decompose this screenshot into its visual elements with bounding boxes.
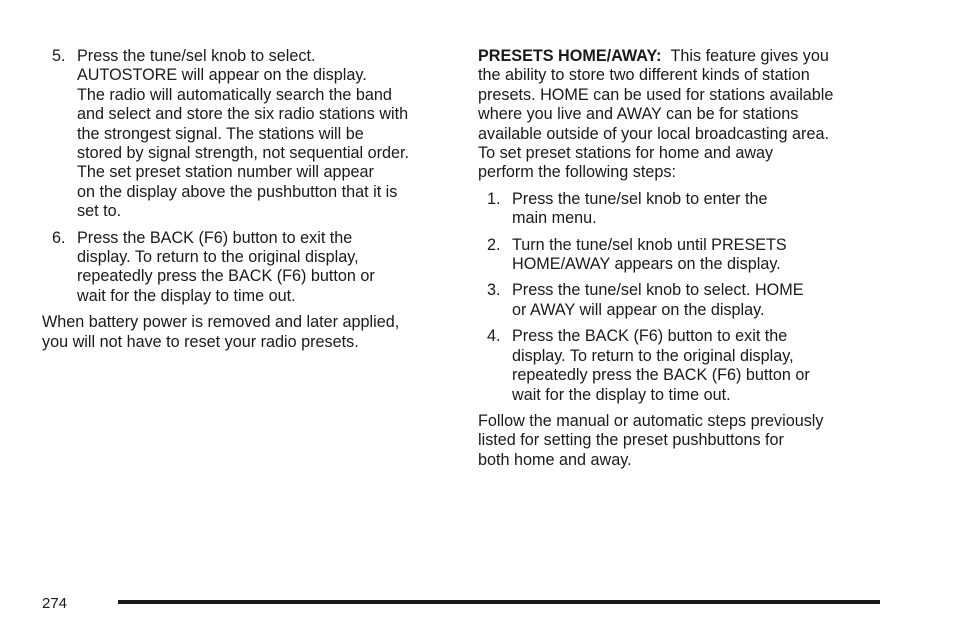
text-line: or AWAY will appear on the display.: [512, 300, 765, 319]
text-line: HOME/AWAY appears on the display.: [512, 255, 781, 274]
step-2: [478, 236, 883, 275]
step-text: [77, 229, 452, 307]
text-line: the strongest signal. The stations will be: [77, 124, 364, 143]
text-fragment: This feature gives you: [670, 47, 829, 65]
text-line: repeatedly press the BACK (F6) button or: [512, 366, 810, 385]
battery-note: [42, 313, 452, 352]
step-number: 4.: [487, 327, 501, 346]
step-6: [42, 229, 452, 307]
text-line: Press the BACK (F6) button to exit the: [77, 228, 353, 247]
step-5: [42, 47, 452, 222]
step-text: [512, 236, 883, 275]
text-line: Press the tune/sel knob to select. HOME: [512, 281, 804, 300]
text-line: repeatedly press the BACK (F6) button or: [77, 267, 375, 286]
step-text: [512, 327, 883, 405]
text-line: AUTOSTORE will appear on the display.: [77, 66, 367, 85]
text-line: stored by signal strength, not sequential order.: [77, 144, 410, 163]
left-column: [42, 47, 452, 359]
step-number: 3.: [487, 281, 501, 300]
step-text: [512, 190, 883, 229]
page-number: 274: [42, 595, 68, 612]
closing-paragraph: [478, 412, 883, 470]
text-line: set to.: [77, 202, 122, 221]
text-line: listed for setting the preset pushbuttons for: [478, 431, 784, 450]
text-line: display. To return to the original display,: [512, 346, 794, 365]
step-text: [77, 47, 452, 222]
text-line: Press the tune/sel knob to select.: [77, 47, 316, 65]
text-line: presets. HOME can be used for stations available: [478, 85, 834, 104]
step-1: [478, 190, 883, 229]
text-line: available outside of your local broadcasting area.: [478, 124, 829, 143]
step-number: 1.: [487, 189, 501, 208]
text-line: you will not have to reset your radio presets.: [42, 332, 359, 351]
step-number: 2.: [487, 235, 501, 254]
text-line: Follow the manual or automatic steps previously: [478, 411, 824, 430]
text-line: The radio will automatically search the band: [77, 85, 392, 104]
footer-rule: [118, 600, 880, 604]
text-line: [478, 47, 883, 66]
section-heading: PRESETS HOME/AWAY:: [478, 47, 662, 65]
step-4: [478, 327, 883, 405]
text-line: main menu.: [512, 209, 597, 228]
text-line: wait for the display to time out.: [77, 286, 296, 305]
text-line: wait for the display to time out.: [512, 385, 731, 404]
text-line: both home and away.: [478, 450, 632, 469]
text-line: When battery power is removed and later applied,: [42, 313, 400, 332]
text-line: and select and store the six radio stations with: [77, 105, 409, 124]
text-line: display. To return to the original display,: [77, 248, 359, 267]
text-line: Turn the tune/sel knob until PRESETS: [512, 235, 787, 254]
right-column: [478, 47, 883, 477]
text-line: Press the BACK (F6) button to exit the: [512, 327, 788, 346]
text-line: the ability to store two different kinds of station: [478, 66, 810, 85]
step-number: 5.: [52, 47, 66, 65]
text-line: To set preset stations for home and away: [478, 144, 774, 163]
step-3: [478, 281, 883, 320]
text-line: Press the tune/sel knob to enter the: [512, 189, 768, 208]
text-line: where you live and AWAY can be for stations: [478, 105, 799, 124]
text-line: The set preset station number will appear: [77, 163, 374, 182]
step-number: 6.: [52, 228, 66, 247]
text-line: on the display above the pushbutton that it is: [77, 182, 398, 201]
step-text: [512, 281, 883, 320]
text-line: perform the following steps:: [478, 163, 676, 182]
presets-intro: [478, 47, 883, 183]
